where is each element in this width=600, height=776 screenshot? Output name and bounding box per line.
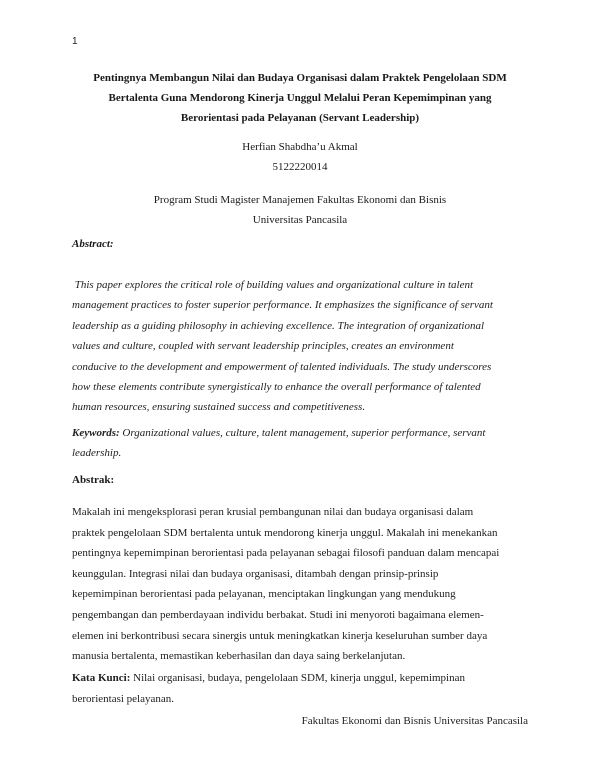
kata-kunci-label: Kata Kunci: [72, 672, 131, 684]
page-number: 1 [72, 36, 78, 47]
abstrak-line: Makalah ini mengeksplorasi peran krusial pembangunan nilai dan budaya organisasi dalam [72, 506, 474, 518]
kata-kunci-text: Nilai organisasi, budaya, pengelolaan SDM, kinerja unggul, kepemimpinan [130, 672, 465, 684]
keywords-line [72, 423, 528, 443]
abstrak-line: pengembangan dan pemberdayaan individu berbakat. Studi ini menyoroti bagaimana elemen- [72, 608, 484, 621]
keywords-line: leadership. [72, 447, 122, 460]
abstrak-body [72, 502, 528, 667]
title-line: Pentingnya Membangun Nilai dan Budaya Organisasi dalam Praktek Pengelolaan SDM [93, 72, 507, 84]
abstrak-line: keunggulan. Integrasi nilai dan budaya organisasi, ditambah dengan prinsip-prinsip [72, 567, 439, 580]
keywords-text: Organizational values, culture, talent management, superior performance, servant [119, 427, 486, 439]
author-id: 5122220014 [272, 161, 328, 173]
abstract-line: management practices to foster superior performance. It emphasizes the significance of servant [72, 299, 493, 312]
abstrak-line: elemen ini berkontribusi secara sinergis untuk meningkatkan kinerja keseluruhan sumber daya [72, 629, 488, 642]
abstract-body [72, 275, 528, 418]
title-line: Berorientasi pada Pelayanan (Servant Leadership) [180, 112, 420, 124]
author-block [72, 137, 528, 177]
paper-title [72, 68, 528, 128]
kata-kunci-line: berorientasi pelayanan. [72, 692, 175, 705]
kata-kunci-line [72, 668, 528, 689]
abstract-line: human resources, ensuring sustained success and competitiveness. [72, 401, 366, 414]
abstract-line: values and culture, coupled with servant leadership principles, creates an environment [72, 340, 454, 353]
abstrak-line: pentingnya kepemimpinan berorientasi pada pelayanan sebagai filosofi panduan dalam mencapai [72, 547, 500, 560]
affiliation-block [72, 190, 528, 230]
abstract-line: leadership as a guiding philosophy in achieving excellence. The integration of organizational [72, 319, 485, 332]
abstract-line: conducive to the development and empowerment of talented individuals. The study underscores [72, 360, 492, 373]
page-footer: Fakultas Ekonomi dan Bisnis Universitas Pancasila [301, 715, 528, 727]
abstract-line: how these elements contribute synergistically to enhance the overall performance of talented [72, 381, 481, 394]
author-name: Herfian Shabdha’u Akmal [242, 141, 358, 153]
keywords-label: Keywords: [72, 427, 120, 439]
abstrak-line: manusia bertalenta, memastikan keberhasilan dan daya saing berkelanjutan. [72, 650, 406, 663]
keywords-block [72, 423, 528, 464]
abstrak-heading: Abstrak: [72, 474, 115, 486]
abstract-heading: Abstract: [72, 238, 114, 250]
abstrak-line: kepemimpinan berorientasi pada pelayanan, menciptakan lingkungan yang mendukung [72, 588, 456, 601]
kata-kunci-block [72, 668, 528, 709]
title-line: Bertalenta Guna Mendorong Kinerja Unggul Melalui Peran Kepemimpinan yang [108, 92, 492, 104]
affiliation-line: Universitas Pancasila [252, 214, 348, 226]
affiliation-line: Program Studi Magister Manajemen Fakultas Ekonomi dan Bisnis [153, 194, 447, 206]
abstrak-line: praktek pengelolaan SDM bertalenta untuk mendorong kinerja unggul. Makalah ini menekankan [72, 526, 498, 539]
abstract-line: This paper explores the critical role of building values and organizational culture in talent [72, 279, 474, 291]
